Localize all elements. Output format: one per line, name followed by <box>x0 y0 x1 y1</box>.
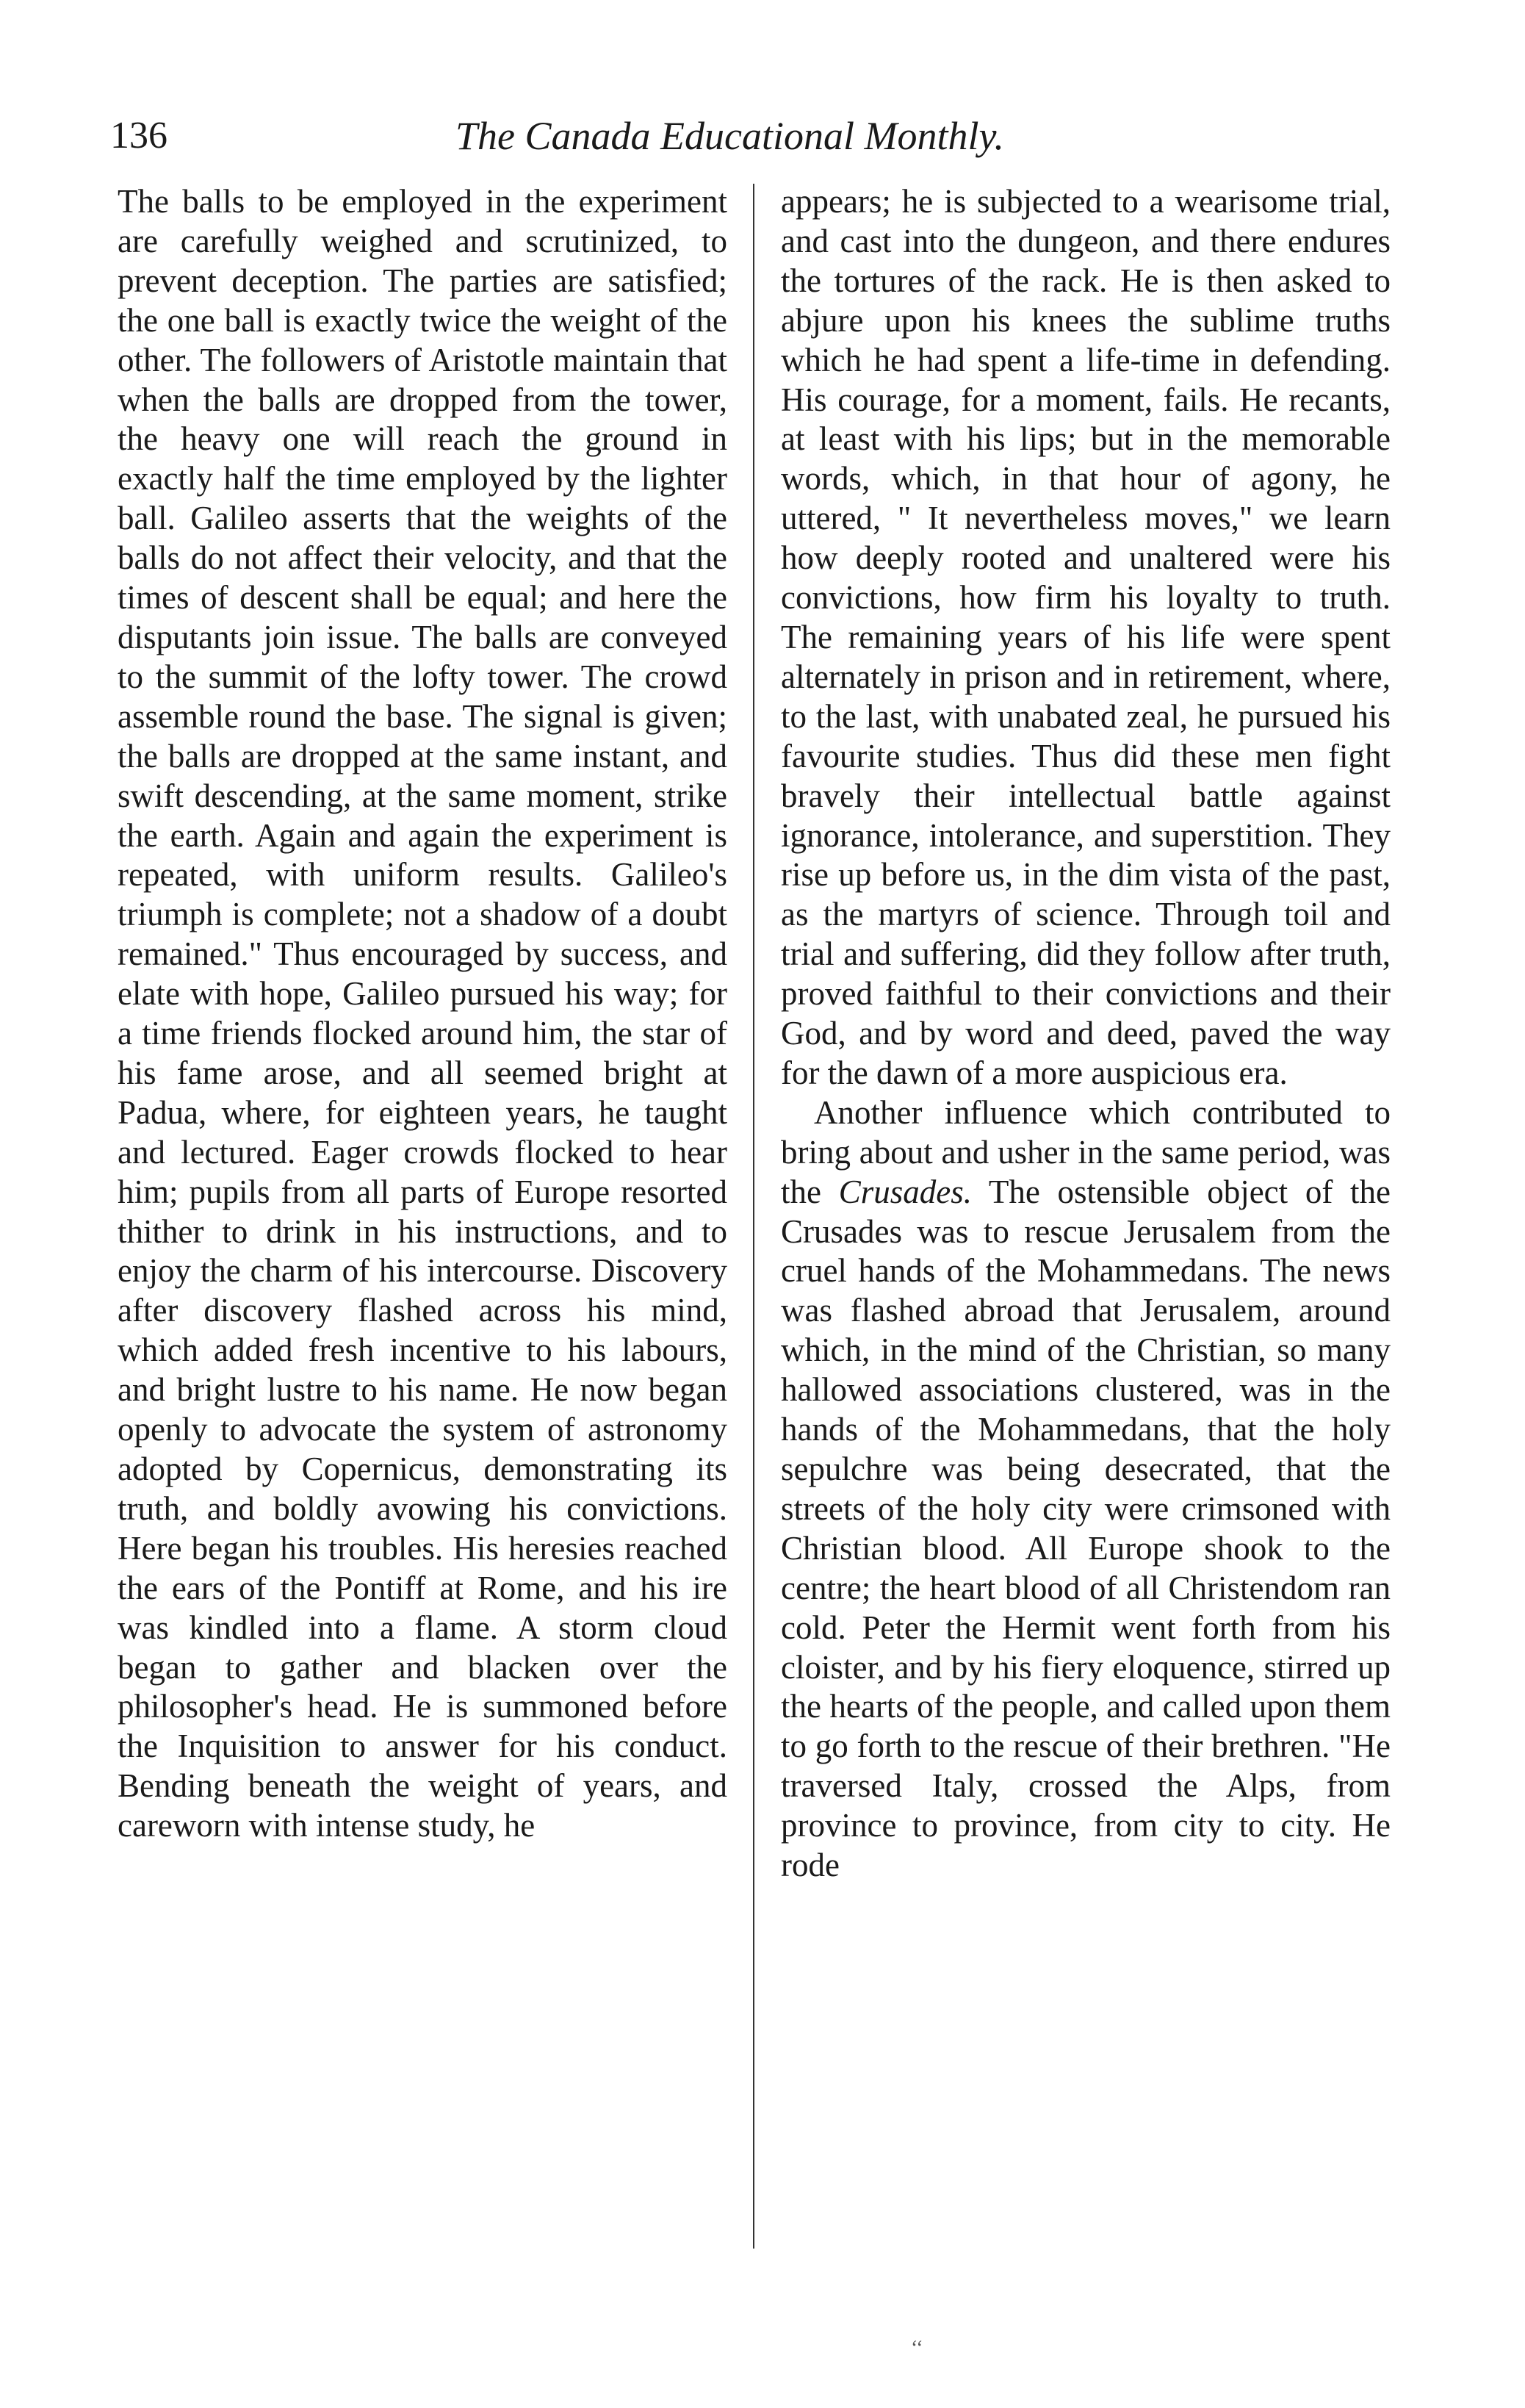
page-number: 136 <box>110 115 167 157</box>
crusades-italic: Crusades. <box>838 1173 972 1210</box>
column-divider <box>753 184 754 2249</box>
right-paragraph-2 <box>781 1093 1391 1886</box>
right-paragraph-1: appears; he is subjected to a wearisome trial, and cast into the dungeon, and there endures the tortures of the rack. He is then asked to abjure upon his knees the sublime truths which he had spent a life-time in defending. His courage, for a moment, fails. He recants, at least with his lips; but in the memorable words, which, in that hour of agony, he uttered, " It nevertheless moves," we learn how deeply rooted and unaltered were his convictions, how firm his loyalty to truth. The remaining years of his life were spent alternately in prison and in retirement, where, to the last, with unabated zeal, he pursued his favourite studies. Thus did these men fight bravely their intellectual battle against ignorance, intolerance, and superstition. They rise up before us, in the dim vista of the past, as the martyrs of science. Through toil and trial and suffering, did they follow after truth, proved faithful to their convictions and their God, and by word and deed, paved the way for the dawn of a more auspicious era. <box>781 183 1391 1091</box>
right-paragraph-2-lead: Another influence which contributed to bring about and usher in the same period, was the <box>781 1093 1391 1210</box>
page-mark: ‘‘ <box>911 2337 923 2360</box>
right-column <box>781 182 1391 1886</box>
left-column <box>118 182 727 1846</box>
page-header <box>110 107 1432 165</box>
right-paragraph-2-rest: The ostensible object of the Crusades was to rescue Jerusalem from the cruel hands of the Mohammedans. The news was flashed abroad that Jerusalem, around which, in the mind of the Christian, so many hallowed associations clustered, was in the hands of the Mohammedans, that the holy sepulchre was being desecrated, that the streets of the holy city were crimsoned with Christian blood. All Europe shook to the centre; the heart blood of all Christendom ran cold. Peter the Hermit went forth from his cloister, and by his fiery eloquence, stirred up the hearts of the people, and called upon them to go forth to the rescue of their brethren. "He traversed Italy, crossed the Alps, from province to province, from city to city. He rode <box>781 1173 1391 1884</box>
left-paragraph-1: The balls to be employed in the experiment are carefully weighed and scrutinized, to prevent deception. The parties are satisfied; the one ball is exactly twice the weight of the other. The followers of Aristotle maintain that when the balls are dropped from the tower, the heavy one will reach the ground in exactly half the time employed by the lighter ball. Galileo asserts that the weights of the balls do not affect their velocity, and that the times of descent shall be equal; and here the disputants join issue. The balls are conveyed to the summit of the lofty tower. The crowd assemble round the base. The signal is given; the balls are dropped at the same instant, and swift descending, at the same moment, strike the earth. Again and again the experiment is repeated, with uniform results. Galileo's triumph is complete; not a shadow of a doubt remained." Thus encouraged by success, and elate with hope, Galileo pursued his way; for a time friends flocked around him, the star of his fame arose, and all seemed bright at Padua, where, for eighteen years, he taught and lectured. Eager crowds flocked to hear him; pupils from all parts of Europe resorted thither to drink in his instructions, and to enjoy the charm of his intercourse. Discovery after discovery flashed across his mind, which added fresh incentive to his labours, and bright lustre to his name. He now began openly to advocate the system of astronomy adopted by Copernicus, demonstrating its truth, and boldly avowing his convictions. Here began his troubles. His heresies reached the ears of the Pontiff at Rome, and his ire was kindled into a flame. A storm cloud began to gather and blacken over the philosopher's head. He is summoned before the Inquisition to answer for his conduct. Bending beneath the weight of years, and careworn with intense study, he <box>118 183 727 1844</box>
running-title: The Canada Educational Monthly. <box>455 114 1004 158</box>
